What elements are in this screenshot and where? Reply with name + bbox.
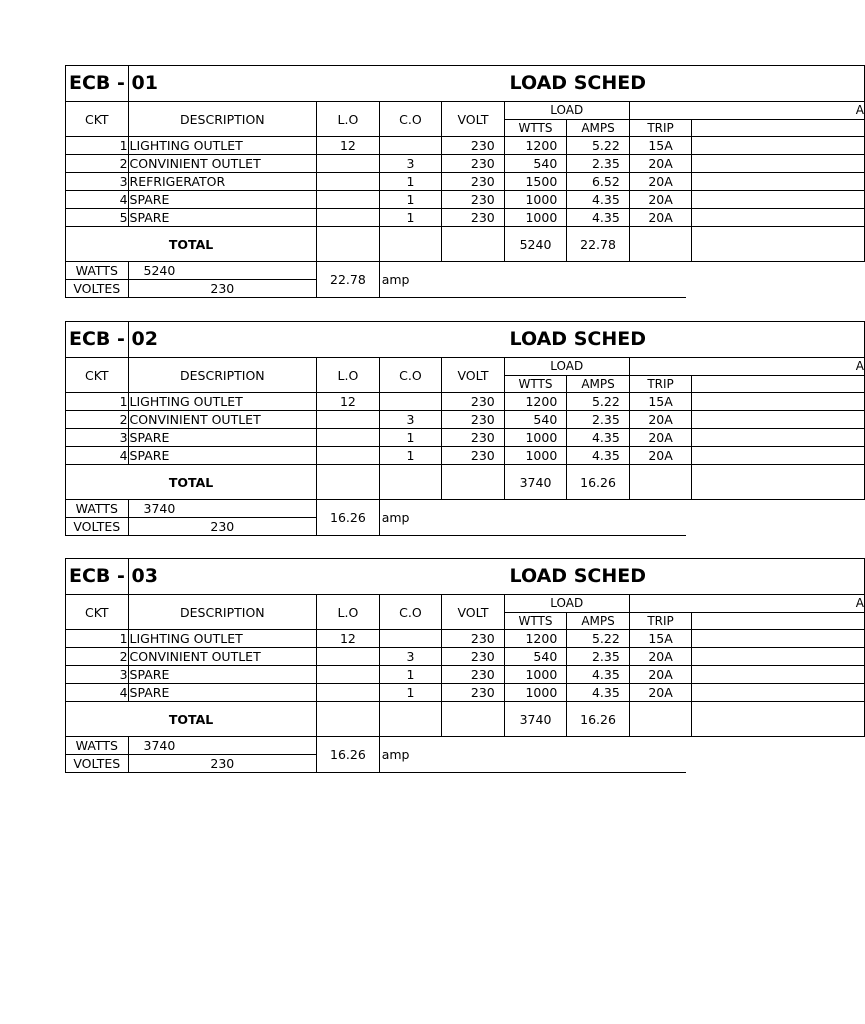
table-row — [66, 137, 865, 155]
header-amps: AMPS — [567, 119, 630, 137]
cell-ckt: 3 — [66, 666, 129, 684]
cell-blank — [692, 648, 865, 666]
cell-watts: 1200 — [504, 393, 567, 411]
total-volt — [442, 702, 505, 737]
table-row — [66, 429, 865, 447]
cell-co: 1 — [379, 684, 442, 702]
schedule-bottom-rule — [65, 535, 686, 536]
cell-co — [379, 137, 442, 155]
cell-ckt: 1 — [66, 137, 129, 155]
cell-amps: 2.35 — [567, 411, 630, 429]
total-trip — [629, 702, 692, 737]
cell-ckt: 5 — [66, 209, 129, 227]
header-co: C.O — [379, 102, 442, 137]
cell-watts: 1200 — [504, 630, 567, 648]
table-row — [66, 155, 865, 173]
table-row — [66, 630, 865, 648]
cell-volt: 230 — [442, 393, 505, 411]
header-amps: AMPS — [567, 375, 630, 393]
cell-blank — [692, 630, 865, 648]
cell-ckt: 4 — [66, 191, 129, 209]
total-blank — [692, 465, 865, 500]
cell-blank — [692, 666, 865, 684]
cell-amps: 4.35 — [567, 191, 630, 209]
header-row — [66, 358, 865, 376]
cell-co: 3 — [379, 648, 442, 666]
header-load: LOAD — [504, 358, 629, 376]
cell-volt: 230 — [442, 630, 505, 648]
total-row — [66, 702, 865, 737]
summary-amps-value: 22.78 — [317, 262, 380, 298]
cell-amps: 4.35 — [567, 447, 630, 465]
header-lo: L.O — [317, 102, 380, 137]
summary-watts-row — [66, 500, 865, 518]
cell-trip: 20A — [629, 209, 692, 227]
cell-trip: 20A — [629, 648, 692, 666]
cell-trip: 20A — [629, 447, 692, 465]
header-breaker: A — [629, 102, 864, 120]
cell-co — [379, 393, 442, 411]
total-lo — [317, 227, 380, 262]
header-load: LOAD — [504, 102, 629, 120]
header-watts: WTTS — [504, 119, 567, 137]
cell-watts: 1000 — [504, 684, 567, 702]
cell-lo: 12 — [317, 137, 380, 155]
cell-trip: 20A — [629, 684, 692, 702]
cell-amps: 2.35 — [567, 155, 630, 173]
header-lo: L.O — [317, 595, 380, 630]
cell-co: 1 — [379, 666, 442, 684]
header-trip: TRIP — [629, 612, 692, 630]
cell-description: SPARE — [128, 666, 317, 684]
cell-watts: 540 — [504, 411, 567, 429]
total-co — [379, 465, 442, 500]
cell-co: 3 — [379, 155, 442, 173]
cell-description: CONVINIENT OUTLET — [128, 155, 317, 173]
summary-watts-row — [66, 737, 865, 755]
total-volt — [442, 465, 505, 500]
cell-volt: 230 — [442, 666, 505, 684]
header-watts: WTTS — [504, 375, 567, 393]
cell-amps: 4.35 — [567, 684, 630, 702]
table-row — [66, 191, 865, 209]
cell-trip: 20A — [629, 666, 692, 684]
cell-watts: 1000 — [504, 429, 567, 447]
cell-ckt: 2 — [66, 411, 129, 429]
cell-trip: 20A — [629, 155, 692, 173]
cell-lo — [317, 684, 380, 702]
cell-watts: 540 — [504, 155, 567, 173]
header-blank — [692, 375, 865, 393]
summary-amps-value: 16.26 — [317, 500, 380, 536]
cell-description: CONVINIENT OUTLET — [128, 411, 317, 429]
total-trip — [629, 227, 692, 262]
cell-volt: 230 — [442, 429, 505, 447]
cell-blank — [692, 137, 865, 155]
cell-lo — [317, 447, 380, 465]
schedule-bottom-rule — [65, 772, 686, 773]
cell-volt: 230 — [442, 155, 505, 173]
header-breaker: A — [629, 358, 864, 376]
load-schedule-ecb-02 — [65, 321, 864, 536]
cell-watts: 1500 — [504, 173, 567, 191]
cell-trip: 15A — [629, 393, 692, 411]
cell-lo — [317, 173, 380, 191]
schedule-title: LOAD SCHED — [128, 322, 864, 358]
header-co: C.O — [379, 595, 442, 630]
header-lo: L.O — [317, 358, 380, 393]
cell-amps: 4.35 — [567, 429, 630, 447]
cell-co: 1 — [379, 447, 442, 465]
header-description: DESCRIPTION — [128, 595, 317, 630]
cell-ckt: 4 — [66, 684, 129, 702]
cell-volt: 230 — [442, 648, 505, 666]
cell-ckt: 3 — [66, 173, 129, 191]
summary-amp-unit: amp — [381, 510, 410, 526]
header-co: C.O — [379, 358, 442, 393]
total-amps: 22.78 — [567, 227, 630, 262]
cell-blank — [692, 393, 865, 411]
cell-amps: 4.35 — [567, 209, 630, 227]
cell-trip: 15A — [629, 137, 692, 155]
cell-co: 1 — [379, 429, 442, 447]
schedule-table — [65, 558, 865, 773]
summary-amp-unit: amp — [381, 272, 410, 288]
summary-watts-value: 5240 — [128, 262, 317, 280]
header-blank — [692, 612, 865, 630]
cell-lo — [317, 429, 380, 447]
header-row — [66, 102, 865, 120]
cell-blank — [692, 173, 865, 191]
total-watts: 5240 — [504, 227, 567, 262]
cell-description: LIGHTING OUTLET — [128, 630, 317, 648]
header-description: DESCRIPTION — [128, 358, 317, 393]
total-label: TOTAL — [66, 465, 317, 500]
panel-name: ECB - 03 — [66, 559, 129, 595]
schedule-table — [65, 321, 865, 536]
cell-volt: 230 — [442, 411, 505, 429]
total-lo — [317, 465, 380, 500]
cell-lo — [317, 209, 380, 227]
cell-amps: 2.35 — [567, 648, 630, 666]
cell-amps: 5.22 — [567, 630, 630, 648]
cell-ckt: 2 — [66, 648, 129, 666]
cell-description: LIGHTING OUTLET — [128, 393, 317, 411]
summary-volts-label: VOLTES — [66, 755, 129, 773]
header-load: LOAD — [504, 595, 629, 613]
summary-volts-label: VOLTES — [66, 518, 129, 536]
panel-name: ECB - 02 — [66, 322, 129, 358]
header-ckt: CKT — [66, 358, 129, 393]
cell-ckt: 1 — [66, 630, 129, 648]
summary-volts-label: VOLTES — [66, 280, 129, 298]
cell-watts: 1000 — [504, 666, 567, 684]
table-row — [66, 666, 865, 684]
table-row — [66, 447, 865, 465]
cell-watts: 1000 — [504, 191, 567, 209]
cell-description: SPARE — [128, 191, 317, 209]
header-trip: TRIP — [629, 375, 692, 393]
summary-amps-value: 16.26 — [317, 737, 380, 773]
table-row — [66, 393, 865, 411]
cell-volt: 230 — [442, 137, 505, 155]
cell-co: 1 — [379, 173, 442, 191]
cell-watts: 540 — [504, 648, 567, 666]
table-row — [66, 209, 865, 227]
table-row — [66, 173, 865, 191]
header-ckt: CKT — [66, 102, 129, 137]
total-label: TOTAL — [66, 227, 317, 262]
cell-blank — [692, 429, 865, 447]
load-schedule-ecb-03 — [65, 558, 864, 773]
header-volt: VOLT — [442, 595, 505, 630]
summary-volts-value: 230 — [128, 280, 317, 298]
cell-trip: 20A — [629, 411, 692, 429]
header-volt: VOLT — [442, 102, 505, 137]
table-row — [66, 411, 865, 429]
header-ckt: CKT — [66, 595, 129, 630]
cell-lo — [317, 411, 380, 429]
cell-amps: 4.35 — [567, 666, 630, 684]
summary-watts-value: 3740 — [128, 500, 317, 518]
cell-amps: 6.52 — [567, 173, 630, 191]
cell-co — [379, 630, 442, 648]
cell-description: REFRIGERATOR — [128, 173, 317, 191]
table-row — [66, 684, 865, 702]
total-blank — [692, 227, 865, 262]
cell-watts: 1000 — [504, 447, 567, 465]
total-co — [379, 702, 442, 737]
cell-lo — [317, 191, 380, 209]
header-row — [66, 595, 865, 613]
cell-volt: 230 — [442, 684, 505, 702]
cell-trip: 20A — [629, 191, 692, 209]
title-row — [66, 559, 865, 595]
schedule-bottom-rule — [65, 297, 686, 298]
summary-volts-value: 230 — [128, 755, 317, 773]
total-label: TOTAL — [66, 702, 317, 737]
cell-ckt: 4 — [66, 447, 129, 465]
total-row — [66, 465, 865, 500]
cell-ckt: 2 — [66, 155, 129, 173]
cell-watts: 1000 — [504, 209, 567, 227]
cell-volt: 230 — [442, 191, 505, 209]
cell-trip: 20A — [629, 173, 692, 191]
summary-watts-label: WATTS — [66, 500, 129, 518]
cell-blank — [692, 191, 865, 209]
title-row — [66, 322, 865, 358]
cell-description: SPARE — [128, 209, 317, 227]
header-breaker: A — [629, 595, 864, 613]
cell-lo — [317, 666, 380, 684]
header-watts: WTTS — [504, 612, 567, 630]
cell-volt: 230 — [442, 209, 505, 227]
header-volt: VOLT — [442, 358, 505, 393]
summary-volts-value: 230 — [128, 518, 317, 536]
load-schedule-ecb-01 — [65, 65, 864, 298]
total-watts: 3740 — [504, 465, 567, 500]
total-watts: 3740 — [504, 702, 567, 737]
header-amps: AMPS — [567, 612, 630, 630]
header-trip: TRIP — [629, 119, 692, 137]
cell-blank — [692, 209, 865, 227]
cell-volt: 230 — [442, 447, 505, 465]
cell-blank — [692, 447, 865, 465]
cell-lo — [317, 648, 380, 666]
title-row — [66, 66, 865, 102]
total-volt — [442, 227, 505, 262]
schedule-table — [65, 65, 865, 298]
cell-blank — [692, 155, 865, 173]
summary-watts-value: 3740 — [128, 737, 317, 755]
cell-description: SPARE — [128, 447, 317, 465]
cell-trip: 15A — [629, 630, 692, 648]
header-description: DESCRIPTION — [128, 102, 317, 137]
cell-blank — [692, 684, 865, 702]
cell-volt: 230 — [442, 173, 505, 191]
total-row — [66, 227, 865, 262]
cell-lo: 12 — [317, 393, 380, 411]
summary-amp-unit: amp — [381, 747, 410, 763]
schedule-title: LOAD SCHED — [128, 559, 864, 595]
summary-watts-row — [66, 262, 865, 280]
cell-co: 1 — [379, 191, 442, 209]
cell-description: SPARE — [128, 429, 317, 447]
cell-blank — [692, 411, 865, 429]
header-blank — [692, 119, 865, 137]
cell-co: 1 — [379, 209, 442, 227]
panel-name: ECB - 01 — [66, 66, 129, 102]
cell-co: 3 — [379, 411, 442, 429]
cell-watts: 1200 — [504, 137, 567, 155]
cell-lo: 12 — [317, 630, 380, 648]
total-amps: 16.26 — [567, 465, 630, 500]
cell-lo — [317, 155, 380, 173]
total-trip — [629, 465, 692, 500]
cell-trip: 20A — [629, 429, 692, 447]
table-row — [66, 648, 865, 666]
total-co — [379, 227, 442, 262]
total-lo — [317, 702, 380, 737]
total-blank — [692, 702, 865, 737]
cell-ckt: 1 — [66, 393, 129, 411]
cell-description: CONVINIENT OUTLET — [128, 648, 317, 666]
cell-amps: 5.22 — [567, 137, 630, 155]
summary-watts-label: WATTS — [66, 737, 129, 755]
summary-watts-label: WATTS — [66, 262, 129, 280]
schedule-title: LOAD SCHED — [128, 66, 864, 102]
cell-description: SPARE — [128, 684, 317, 702]
total-amps: 16.26 — [567, 702, 630, 737]
cell-amps: 5.22 — [567, 393, 630, 411]
cell-ckt: 3 — [66, 429, 129, 447]
cell-description: LIGHTING OUTLET — [128, 137, 317, 155]
